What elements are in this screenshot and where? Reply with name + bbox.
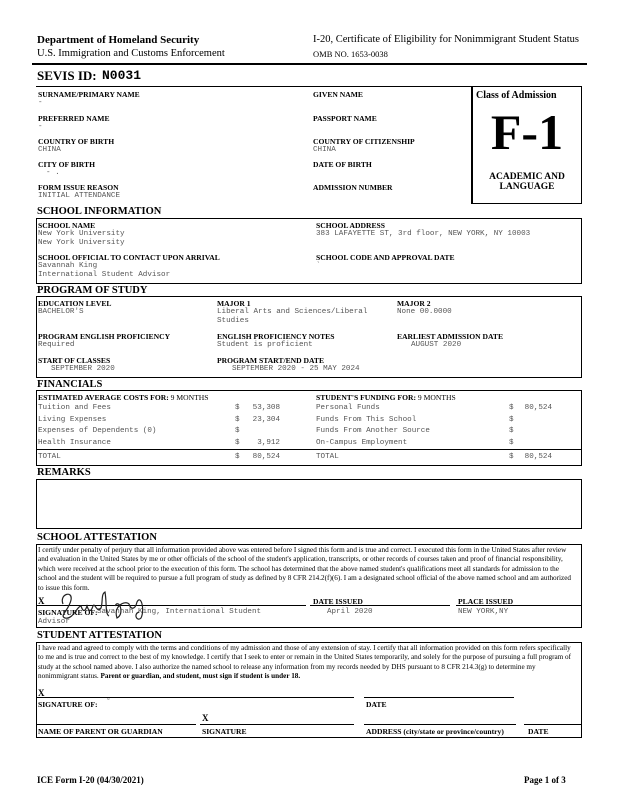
parent-date-label: DATE [528, 727, 549, 736]
major1-label: MAJOR 1 [217, 299, 251, 308]
student-signature-line[interactable] [36, 697, 354, 698]
parent-date-line[interactable] [524, 724, 582, 725]
english-notes-label: ENGLISH PROFICIENCY NOTES [217, 332, 335, 341]
handwritten-signature [55, 584, 165, 624]
funding-item-name: On-Campus Employment [316, 438, 408, 447]
surname-value: - [38, 99, 43, 107]
funding-item-currency: $ [509, 415, 514, 424]
parent-signature-label: SIGNATURE [202, 727, 247, 736]
costs-item-currency: $ [235, 415, 240, 424]
sevis-label: SEVIS ID: [37, 68, 97, 83]
student-sign-x: X [38, 688, 45, 698]
school-official-name: Savannah King [38, 262, 98, 270]
student-date-line [364, 697, 514, 698]
header-rule [32, 63, 587, 65]
sevis-id: N0031 [102, 68, 142, 83]
surname-label: SURNAME/PRIMARY NAME [38, 90, 140, 99]
preferred-name-value: - [38, 123, 43, 131]
student-signature-label: SIGNATURE OF: [38, 700, 98, 709]
major1-value-2: Studies [217, 317, 249, 325]
costs-heading: ESTIMATED AVERAGE COSTS FOR: 9 MONTHS [38, 393, 209, 402]
omb-number: OMB NO. 1653-0038 [313, 49, 388, 59]
english-proficiency-value: Required [38, 341, 75, 349]
passport-name-label: PASSPORT NAME [313, 114, 377, 123]
school-info-heading: SCHOOL INFORMATION [37, 206, 162, 217]
country-of-birth-value: CHINA [38, 146, 61, 154]
school-attestation-heading: SCHOOL ATTESTATION [37, 532, 157, 543]
department-title: Department of Homeland Security [37, 34, 200, 46]
education-level-label: EDUCATION LEVEL [38, 299, 112, 308]
student-attestation-heading: STUDENT ATTESTATION [37, 630, 162, 641]
school-attestation-text: I certify under penalty of perjury that all information provided above was entered before I signed this form and is true and correct. I executed this form in the United States after review and evaluation in the United States by me or other officials of the school of the student's application, transcripts, or other records of courses taken and proof of financial responsibility, which were received at the school prior to the execution of this form. The school has determined that the above named student's qualifications meet all standards for admission to the school and the student will be required to pursue a full program of study as defined by 8 CFR 214.2(f)(6). I am a designated school official of the above named school and am authorized to issue this form. [38, 546, 571, 592]
funding-item-currency: $ [509, 427, 514, 435]
school-sign-x: X [38, 596, 45, 606]
date-of-birth-label: DATE OF BIRTH [313, 160, 372, 169]
funding-item-currency: $ [509, 404, 514, 412]
agency-title: U.S. Immigration and Customs Enforcement [37, 48, 225, 59]
form-title: I-20, Certificate of Eligibility for Nonimmigrant Student Status [313, 34, 579, 45]
education-level-value: BACHELOR'S [38, 308, 84, 316]
english-notes-value: Student is proficient [217, 341, 313, 349]
citizenship-value: CHINA [313, 146, 336, 154]
class-of-admission-label: Class of Admission [476, 90, 557, 101]
parent-signature-line[interactable] [200, 724, 354, 725]
form-id-footer: ICE Form I-20 (04/30/2021) [37, 775, 144, 785]
issue-reason-label: FORM ISSUE REASON [38, 183, 119, 192]
school-name-value-2: New York University [38, 239, 125, 247]
major1-value: Liberal Arts and Sciences/Liberal [217, 308, 368, 316]
parent-address-label: ADDRESS (city/state or province/country) [366, 727, 504, 736]
school-signature-label: SIGNATURE OF: [38, 608, 98, 617]
funding-item-name: Funds From This School [316, 415, 417, 424]
costs-total-label: TOTAL [38, 453, 61, 461]
class-description: ACADEMIC AND LANGUAGE [489, 172, 565, 192]
funding-item-amount: 80,524 [524, 404, 552, 412]
student-attestation-text: I have read and agreed to comply with the terms and conditions of my admission and those of any extension of stay. I certify that all information provided on this form refers specifically to me and is true and correct to the best of my knowledge. I certify that I seek to enter or remain in the United States temporarily, and solely for the purpose of pursuing a full program of study at the school named above. I also authorize the named school to release any information from my records needed by DHS pursuant to 8 CFR 214.3(g) to determine my nonimmigrant status. Parent or guardian, and student, must sign if student is under 18. [38, 644, 572, 681]
financials-total-rule [36, 449, 582, 450]
student-date-label: DATE [366, 700, 387, 709]
program-heading: PROGRAM OF STUDY [37, 285, 148, 296]
parent-address-line[interactable] [364, 724, 516, 725]
start-of-classes-label: START OF CLASSES [38, 356, 111, 365]
remarks-heading: REMARKS [37, 467, 91, 478]
funding-total-amount: 80,524 [524, 453, 552, 461]
costs-item-name: Health Insurance [38, 438, 111, 447]
parent-name-label: NAME OF PARENT OR GUARDIAN [38, 727, 163, 736]
student-signature-mark: ˜ [106, 699, 111, 707]
costs-item-currency: $ [235, 404, 240, 412]
admission-number-label: ADMISSION NUMBER [313, 183, 393, 192]
financials-heading: FINANCIALS [37, 379, 103, 390]
costs-item-currency: $ [235, 427, 240, 435]
major2-value: None 00.0000 [397, 308, 452, 316]
place-issued-label: PLACE ISSUED [458, 597, 514, 606]
school-official-title: International Student Advisor [38, 271, 171, 279]
program-dates-value: SEPTEMBER 2020 - 25 MAY 2024 [232, 365, 360, 373]
school-signature-name: Savannah King, International Student [97, 608, 262, 616]
major2-label: MAJOR 2 [397, 299, 431, 308]
costs-total-currency: $ [235, 453, 240, 461]
costs-item-name: Tuition and Fees [38, 404, 111, 412]
funding-total-currency: $ [509, 453, 514, 461]
country-of-birth-label: COUNTRY OF BIRTH [38, 137, 115, 146]
costs-item-amount: 3,912 [257, 438, 280, 447]
costs-item-amount: 53,308 [252, 404, 280, 412]
english-proficiency-label: PROGRAM ENGLISH PROFICIENCY [38, 332, 171, 341]
costs-item-amount: 23,304 [252, 415, 280, 424]
school-address-label: SCHOOL ADDRESS [316, 221, 385, 230]
costs-item-name: Living Expenses [38, 415, 107, 424]
earliest-admission-label: EARLIEST ADMISSION DATE [397, 332, 504, 341]
school-code-label: SCHOOL CODE AND APPROVAL DATE [316, 253, 455, 262]
city-of-birth-value: - . [46, 169, 60, 177]
preferred-name-label: PREFERRED NAME [38, 114, 110, 123]
school-name-label: SCHOOL NAME [38, 221, 96, 230]
earliest-admission-value: AUGUST 2020 [411, 341, 462, 349]
parent-name-line[interactable] [36, 724, 196, 725]
costs-total-amount: 80,524 [252, 453, 280, 461]
given-name-label: GIVEN NAME [313, 90, 363, 99]
remarks-box [36, 479, 582, 529]
parent-sign-x: X [202, 713, 209, 723]
school-code-value: ` [316, 262, 321, 270]
funding-heading: STUDENT'S FUNDING FOR: 9 MONTHS [316, 393, 456, 402]
citizenship-label: COUNTRY OF CITIZENSHIP [313, 137, 415, 146]
city-of-birth-label: CITY OF BIRTH [38, 160, 95, 169]
funding-total-label: TOTAL [316, 453, 339, 461]
costs-item-currency: $ [235, 438, 240, 447]
start-of-classes-value: SEPTEMBER 2020 [51, 365, 115, 373]
funding-item-name: Funds From Another Source [316, 427, 430, 435]
date-issued-value: April 2020 [327, 608, 373, 616]
funding-item-currency: $ [509, 438, 514, 447]
class-value: F-1 [490, 104, 564, 160]
page-number: Page 1 of 3 [524, 775, 566, 785]
school-signature-title: Advisor [38, 618, 70, 626]
funding-item-name: Personal Funds [316, 404, 380, 412]
date-issued-label: DATE ISSUED [313, 597, 363, 606]
school-address-value: 383 LAFAYETTE ST, 3rd floor, NEW YORK, NY 10003 [316, 230, 531, 238]
place-issued-value: NEW YORK,NY [458, 608, 509, 616]
costs-item-name: Expenses of Dependents (0) [38, 427, 157, 435]
school-official-label: SCHOOL OFFICIAL TO CONTACT UPON ARRIVAL [38, 253, 220, 262]
school-name-value: New York University [38, 230, 125, 238]
program-dates-label: PROGRAM START/END DATE [217, 356, 325, 365]
issue-reason-value: INITIAL ATTENDANCE [38, 192, 121, 200]
